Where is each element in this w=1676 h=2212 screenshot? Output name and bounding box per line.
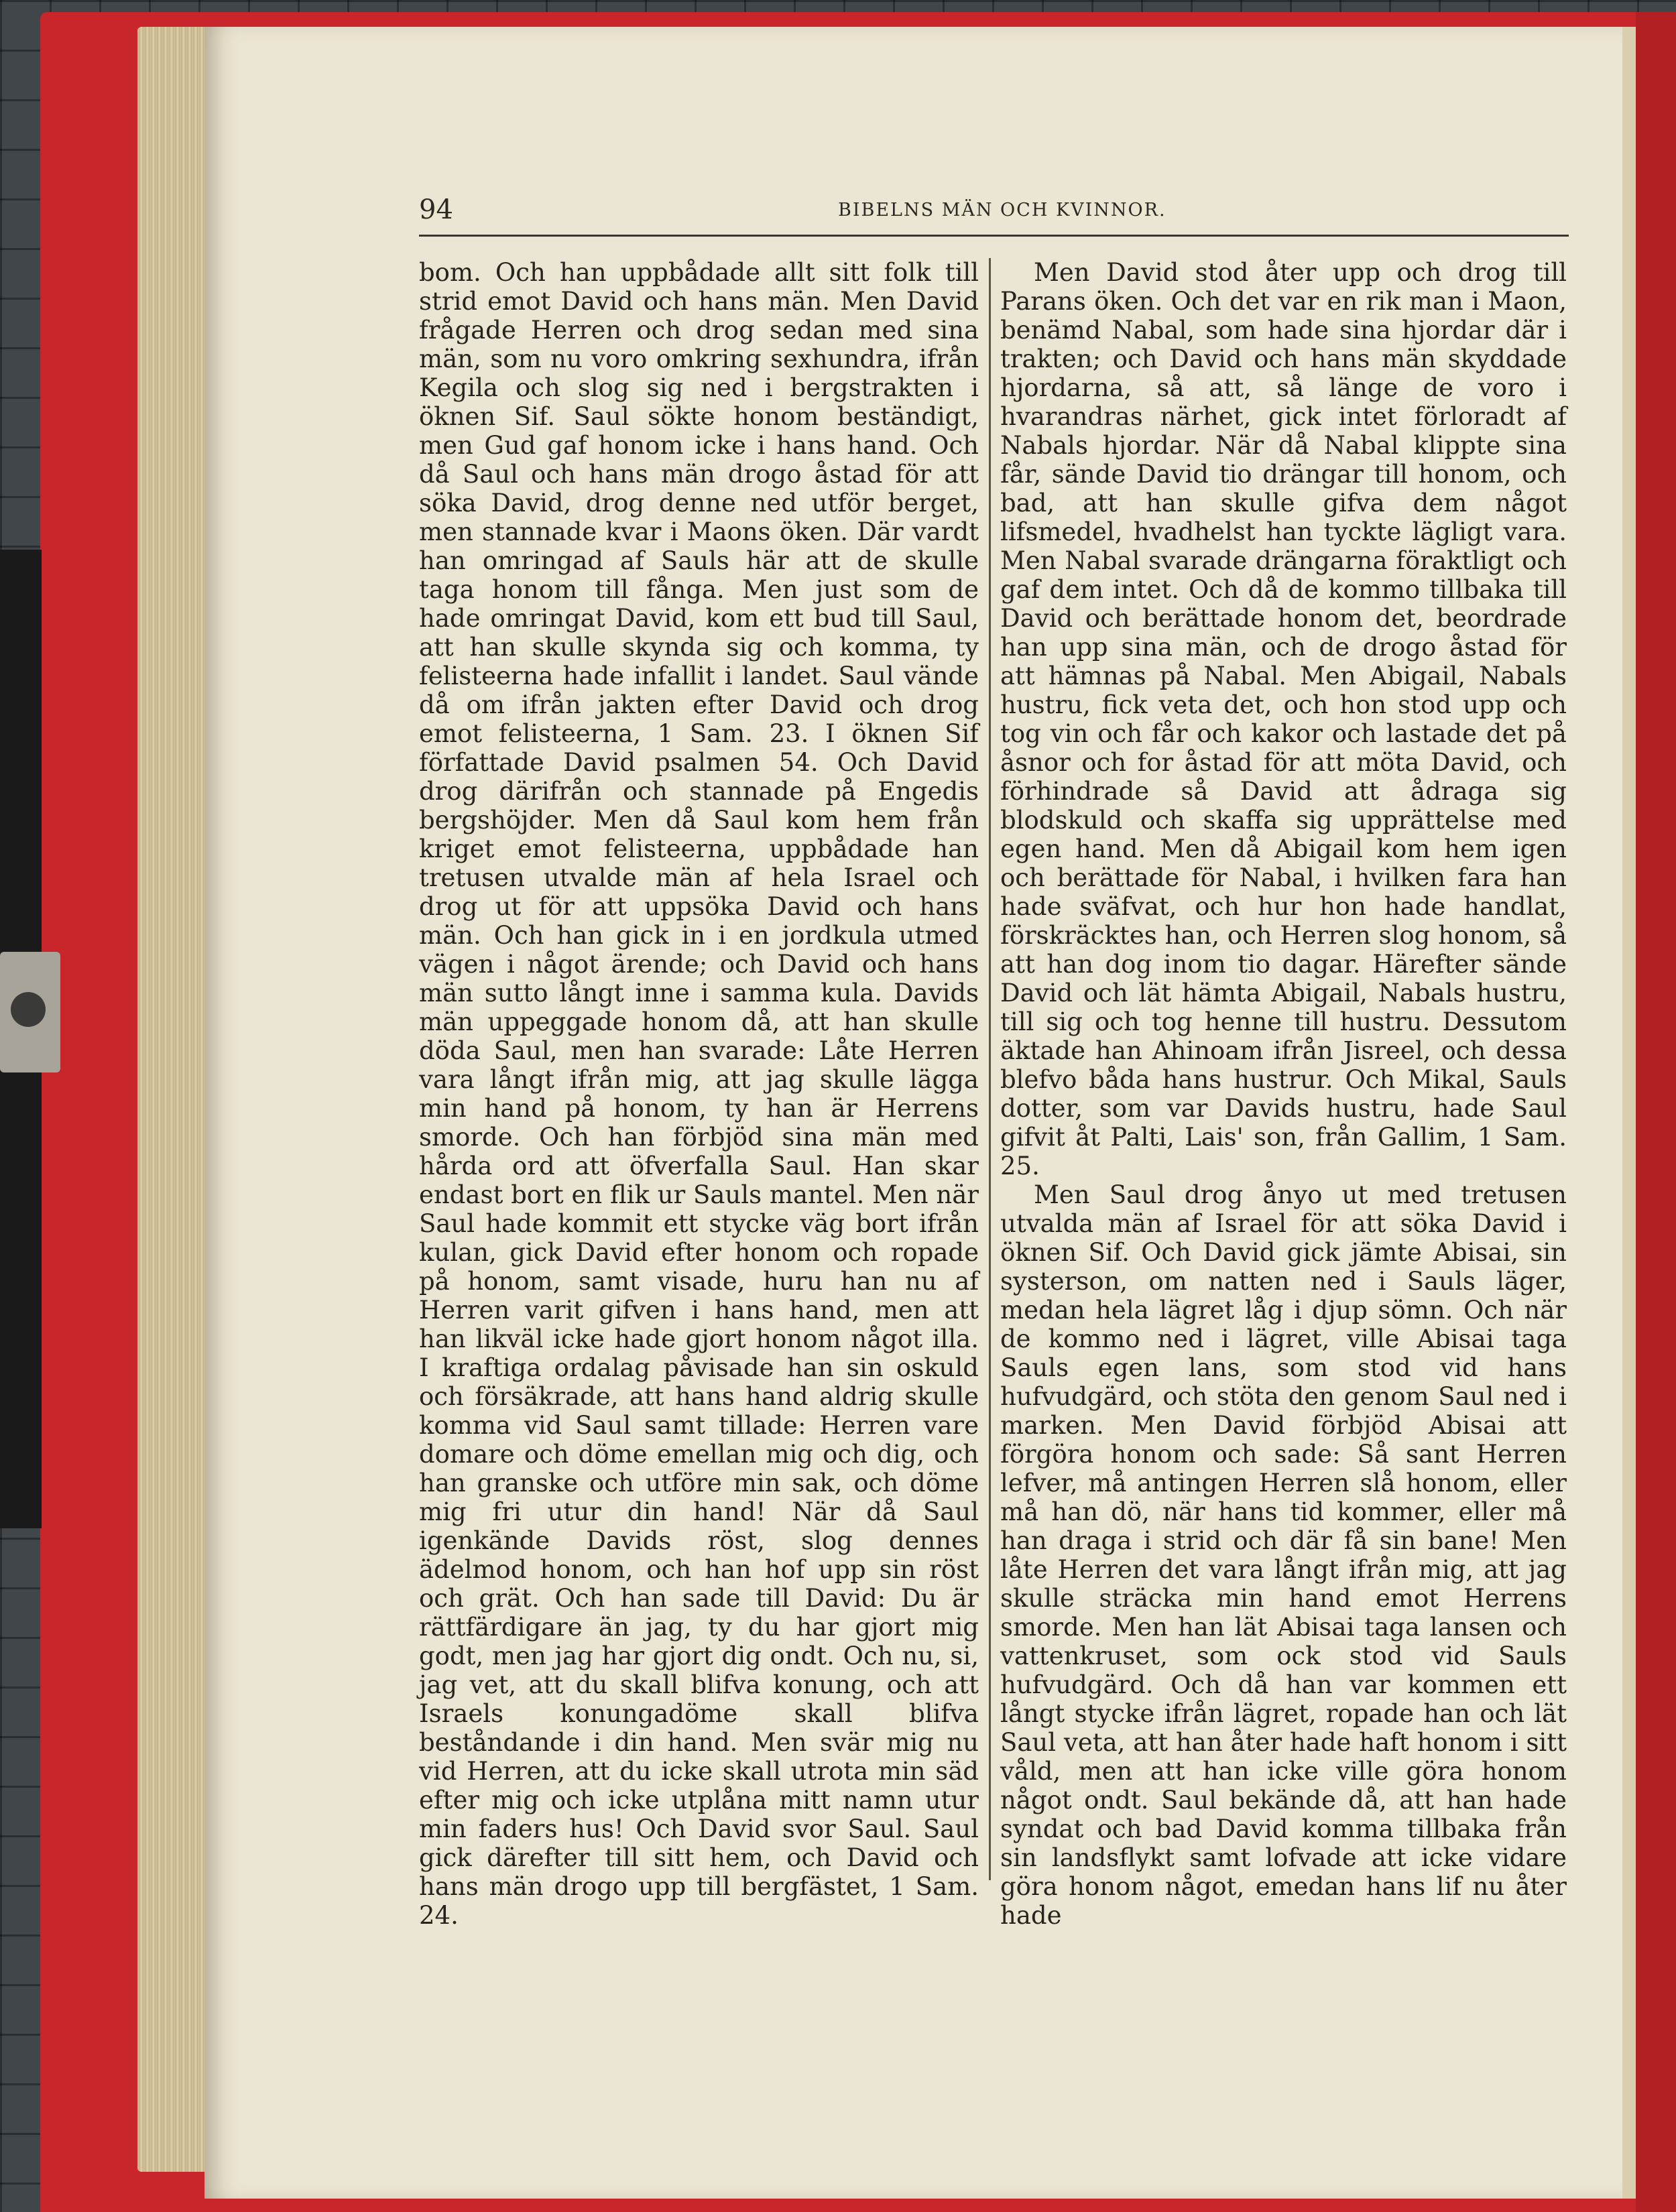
left-column [419, 258, 979, 1930]
book-cover-edge [1636, 12, 1676, 2212]
paragraph: Men David stod åter upp och drog till Parans öken. Och det var en rik man i Maon, benämd Nabal, som hade sina hjordar där i trakten; och David och hans män skyddade hjordarna, så att, så länge de voro i hvarandras närhet, gick intet förloradt af Nabals hjordar. När då Nabal klippte sina får, sände David tio drängar till honom, och bad, att han skulle gifva dem något lifsmedel, hvadhelst han tyckte lägligt vara. Men Nabal svarade drängarna föraktligt och gaf dem intet. Och då de kommo tillbaka till David och berättade honom det, beordrade han upp sina män, och de drogo åstad för att hämnas på Nabal. Men Abigail, Nabals hustru, fick veta det, och hon stod upp och tog vin och får och kakor och lastade det på åsnor och for åstad för att möta David, och förhindrade så David att ådraga sig blodskuld och skaffa sig upprättelse med egen hand. Men då Abigail kom hem igen och berättade för Nabal, i hvilken fara han hade sväfvat, och hur hon hade handlat, förskräcktes han, och Herren slog honom, så att han dog inom tio dagar. Härefter sände David och lät hämta Abigail, Nabals hustru, till sig och tog henne till hustru. Dessutom äktade han Ahinoam ifrån Jisreel, och dessa blefvo båda hans hustrur. Och Mikal, Sauls dotter, som var Davids hustru, hade Saul gifvit åt Palti, Lais' son, från Gallim, 1 Sam. 25. [1000, 258, 1567, 1180]
clip-hole [11, 992, 46, 1027]
paragraph: bom. Och han uppbådade allt sitt folk till strid emot David och hans män. Men David frågade Herren och drog sedan med sina män, som nu voro omkring sexhundra, ifrån Kegila och slog sig ned i bergstrakten i öknen Sif. Saul sökte honom beständigt, men Gud gaf honom icke i hans hand. Och då Saul och hans män drogo åstad för att söka David, drog denne ned utför berget, men stannade kvar i Maons öken. Där vardt han omringad af Sauls här att de skulle taga honom till fånga. Men just som de hade omringat David, kom ett bud till Saul, att han skulle skynda sig och komma, ty felisteerna hade infallit i landet. Saul vände då om ifrån jakten efter David och drog emot felisteerna, 1 Sam. 23. I öknen Sif författade David psalmen 54. Och David drog därifrån och stannade på Engedis bergshöjder. Men då Saul kom hem från kriget emot felisteerna, uppbådade han tretusen utvalde män af hela Israel och drog ut för att uppsöka David och hans män. Och han gick in i en jordkula utmed vägen i något ärende; och David och hans män sutto långt inne i samma kula. Davids män uppeggade honom då, att han skulle döda Saul, men han svarade: Låte Herren vara långt ifrån mig, att jag skulle lägga min hand på honom, ty han är Herrens smorde. Och han förbjöd sina män med hårda ord att öfverfalla Saul. Han skar endast bort en flik ur Sauls mantel. Men när Saul hade kommit ett stycke väg bort ifrån kulan, gick David efter honom och ropade på honom, samt visade, huru han nu af Herren varit gifven i hans hand, men att han likväl icke hade gjort honom något illa. I kraftiga ordalag påvisade han sin oskuld och försäkrade, att hans hand aldrig skulle komma vid Saul samt tillade: Herren vare domare och döme emellan mig och dig, och han granske och utföre min sak, och döme mig fri utur din hand! När då Saul igenkände Davids röst, slog dennes ädelmod honom, och han hof upp sin röst och grät. Och han sade till David: Du är rättfärdigare än jag, ty du har gjort mig godt, men jag har gjort dig ondt. Och nu, si, jag vet, att du skall blifva konung, och att Israels konungadöme skall blifva beståndande i din hand. Men svär mig nu vid Herren, att du icke skall utrota min säd efter mig och icke utplåna mitt namn utur min faders hus! Och David svor Saul. Saul gick därefter till sitt hem, och David och hans män drogo upp till bergfästet, 1 Sam. 24. [419, 258, 979, 1930]
running-head: BIBELNS MÄN OCH KVINNOR. [838, 200, 1166, 221]
page-clip [0, 952, 60, 1072]
column-rule [989, 258, 991, 1880]
right-column [1000, 258, 1567, 1930]
paragraph: Men Saul drog ånyo ut med tretusen utvalda män af Israel för att söka David i öknen Sif. Och David gick jämte Abisai, sin systerson, om natten ned i Sauls läger, medan hela lägret låg i djup sömn. Och när de kommo ned i lägret, ville Abisai taga Sauls egen lans, som stod vid hans hufvudgärd, och stöta den genom Saul ned i marken. Men David förbjöd Abisai att förgöra honom och sade: Så sant Herren lefver, må antingen Herren slå honom, eller må han dö, när hans tid kommer, eller må han draga i strid och där få sin bane! Men låte Herren det vara långt ifrån mig, att jag skulle sträcka min hand emot Herrens smorde. Men han lät Abisai taga lansen och vattenkruset, som ock stod vid Sauls hufvudgärd. Och då han var kommen ett långt stycke ifrån lägret, ropade han och lät Saul veta, att han åter hade haft honom i sitt våld, men att han icke ville göra honom något ondt. Saul bekände då, att han hade syndat och bad David komma tillbaka från sin landsflykt samt lofvade att icke vidare göra honom något, emedan hans lif nu åter hade [1000, 1180, 1567, 1930]
page-header [419, 194, 1569, 237]
page-right-edge [1622, 27, 1636, 2199]
page-number: 94 [419, 194, 453, 225]
